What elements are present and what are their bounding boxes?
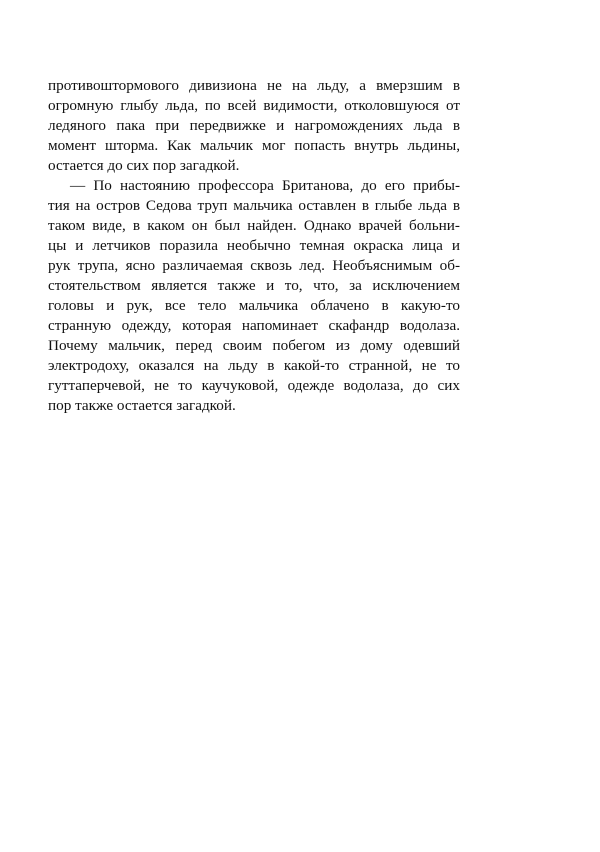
paragraph-2 <box>48 176 460 416</box>
text-line: стоятельством является также и то, что, за исключением <box>48 277 460 294</box>
paragraph-1 <box>48 76 460 176</box>
text-line: странную одежду, которая напоминает скафандр водолаза. <box>48 317 460 334</box>
text-line: ледяного пака при передвижке и нагромождениях льда в <box>48 117 460 134</box>
text-line: цы и летчиков поразила необычно темная окраска лица и <box>48 237 460 254</box>
text-line: — По настоянию профессора Британова, до его прибы- <box>70 177 460 194</box>
text-line: Почему мальчик, перед своим побегом из дому одевший <box>48 337 460 354</box>
text-line: рук трупа, ясно различаемая сквозь лед. Необъяснимым об- <box>48 257 460 274</box>
text-line: тия на остров Седова труп мальчика оставлен в глыбе льда в <box>48 197 460 214</box>
text-line: огромную глыбу льда, по всей видимости, отколовшуюся от <box>48 97 460 114</box>
text-line: пор также остается загадкой. <box>48 397 236 414</box>
text-line: головы и рук, все тело мальчика облачено в какую-то <box>48 297 460 314</box>
text-line: противоштормового дивизиона не на льду, а вмерзшим в <box>48 77 460 94</box>
text-line: остается до сих пор загадкой. <box>48 157 240 174</box>
body-text <box>48 76 460 416</box>
text-line: гуттаперчевой, не то каучуковой, одежде водолаза, до сих <box>48 377 460 394</box>
text-line: таком виде, в каком он был найден. Однако врачей больни- <box>48 217 460 234</box>
text-line: электродоху, оказался на льду в какой-то странной, не то <box>48 357 460 374</box>
text-line: момент шторма. Как мальчик мог попасть внутрь льдины, <box>48 137 460 154</box>
